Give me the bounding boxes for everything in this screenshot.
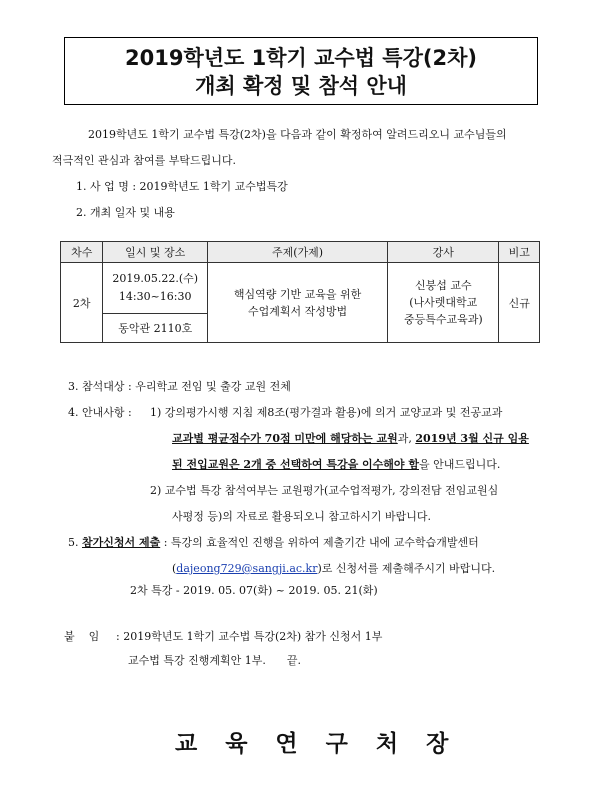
attachment-label: 붙 임 bbox=[64, 630, 100, 643]
item-4-sub1-line1: 1) 강의평가시행 지침 제8조(평가결과 활용)에 의거 교양교과 및 전공교과 bbox=[150, 406, 503, 419]
cell-lecturer-line3: 중등특수교육과) bbox=[403, 313, 483, 326]
schedule-table bbox=[60, 241, 540, 343]
cell-time: 14:30~16:30 bbox=[118, 290, 192, 303]
item-5-text: : 특강의 효율적인 진행을 위하여 제출기간 내에 교수학습개발센터 bbox=[160, 536, 479, 549]
table-header-row bbox=[61, 242, 540, 263]
email-link[interactable]: dajeong729@sangji.ac.kr bbox=[176, 562, 318, 575]
notice-text: 을 안내드립니다. bbox=[418, 458, 501, 471]
header-note: 비고 bbox=[499, 242, 540, 263]
table-row bbox=[61, 263, 540, 314]
item-4-label: 4. 안내사항 : bbox=[68, 406, 132, 419]
item-4-sub1-line2 bbox=[172, 432, 529, 446]
cell-lecturer-line2: (나사렛대학교 bbox=[409, 296, 478, 309]
cell-topic-line2: 수업계획서 작성방법 bbox=[247, 304, 348, 318]
cell-topic bbox=[207, 263, 387, 343]
item-4-sub1-line3 bbox=[172, 458, 500, 472]
signature: 교육연구처장 bbox=[175, 730, 477, 757]
item-5-line2 bbox=[172, 562, 495, 576]
item-1: 1. 사 업 명 : 2019학년도 1학기 교수법특강 bbox=[76, 180, 288, 193]
intro-line2: 적극적인 관심과 참여를 부탁드립니다. bbox=[52, 154, 237, 167]
item-2: 2. 개최 일자 및 내용 bbox=[76, 206, 175, 219]
highlight-new-hire: 2019년 3월 신규 임용 bbox=[415, 432, 529, 445]
item-3: 3. 참석대상 : 우리학교 전임 및 출강 교원 전체 bbox=[68, 380, 291, 393]
intro-line1: 2019학년도 1학기 교수법 특강(2차)을 다음과 같이 확정하여 알려드리오니 교수님들의 bbox=[88, 128, 507, 141]
item-4-sub2-line1: 2) 교수법 특강 참석여부는 교원평가(교수업적평가, 강의전담 전임교원심 bbox=[150, 484, 499, 497]
title-line2: 개최 확정 및 참석 안내 bbox=[195, 74, 407, 98]
cell-date: 2019.05.22.(수) bbox=[112, 272, 199, 285]
cell-round: 2차 bbox=[61, 263, 103, 343]
title-box bbox=[64, 37, 538, 105]
cell-place: 동악관 2110호 bbox=[103, 314, 207, 343]
item-5-period: 2차 특강 - 2019. 05. 07(화) ~ 2019. 05. 21(화) bbox=[130, 584, 378, 597]
item-5-title: 참가신청서 제출 bbox=[82, 536, 161, 549]
item-4-sub2-line2: 사평정 등)의 자료로 활용되오니 참고하시기 바랍니다. bbox=[172, 510, 432, 523]
cell-datetime bbox=[103, 263, 207, 314]
conj-text: 과, bbox=[397, 432, 412, 445]
paren-open: ( bbox=[172, 562, 177, 575]
attachment-line1: : 2019학년도 1학기 교수법 특강(2차) 참가 신청서 1부 bbox=[116, 630, 383, 643]
title-line1: 2019학년도 1학기 교수법 특강(2차) bbox=[125, 46, 477, 70]
item-5-line2-text: )로 신청서를 제출해주시기 바랍니다. bbox=[317, 562, 496, 575]
attachment-line2: 교수법 특강 진행계획안 1부. 끝. bbox=[128, 654, 301, 667]
item-5-number: 5. bbox=[68, 536, 79, 549]
header-lecturer: 강사 bbox=[388, 242, 499, 263]
cell-lecturer-line1: 신붕섭 교수 bbox=[414, 279, 472, 292]
header-round: 차수 bbox=[61, 242, 103, 263]
cell-topic-line1: 핵심역량 기반 교육을 위한 bbox=[233, 287, 362, 301]
cell-note: 신규 bbox=[499, 263, 540, 343]
item-5-line1 bbox=[68, 536, 479, 550]
highlight-low-score: 교과별 평균점수가 70점 미만에 해당하는 교원 bbox=[172, 432, 398, 445]
header-topic: 주제(가제) bbox=[207, 242, 387, 263]
header-datetime: 일시 및 장소 bbox=[103, 242, 207, 263]
cell-lecturer bbox=[388, 263, 499, 343]
highlight-requirement: 된 전입교원은 2개 중 선택하여 특강을 이수해야 함 bbox=[172, 458, 419, 471]
